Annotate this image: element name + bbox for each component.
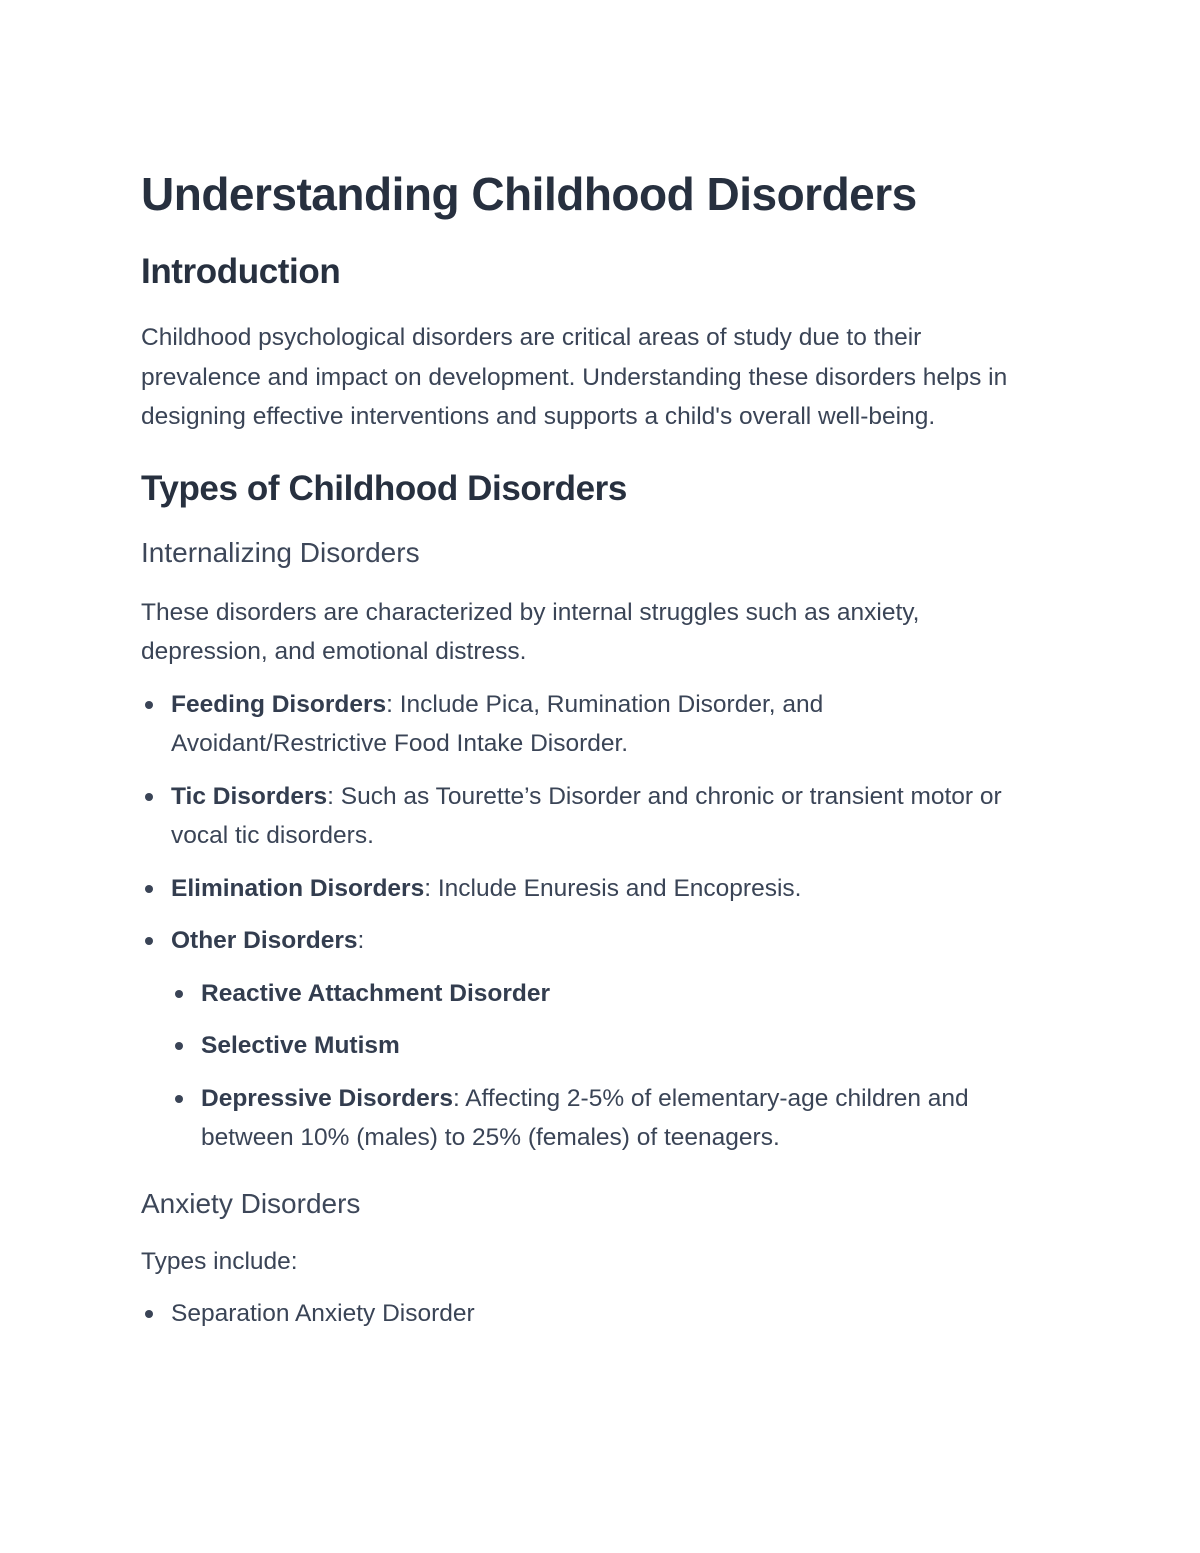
sublist-item-term: Selective Mutism [201,1032,400,1059]
sublist-item-term: Reactive Attachment Disorder [201,979,551,1007]
sublist-item-text: : Affecting 2-5% of elementary-age children and between 10% (males) to 25% (females) of teenagers. [201,1084,969,1151]
anxiety-heading: Anxiety Disorders [141,1187,361,1219]
internalizing-list [141,685,1041,1158]
list-item: Separation Anxiety Disorder [141,1294,1041,1334]
list-item [141,685,1041,764]
list-item-term: Elimination Disorders [171,874,425,902]
introduction-heading: Introduction [141,252,341,291]
sublist-item [171,1026,1041,1066]
list-item-text: : Include Pica, Rumination Disorder, and Avoidant/Restrictive Food Intake Disorder. [171,690,824,757]
list-item [141,921,1041,1158]
list-item-text: : Such as Tourette’s Disorder and chronic or transient motor or vocal tic disorders. [171,782,1002,849]
list-item-term: Tic Disorders [171,782,328,810]
types-heading: Types of Childhood Disorders [141,468,627,508]
anxiety-list [141,1294,1041,1334]
sublist-item-term: Depressive Disorders [201,1084,453,1112]
document-title: Understanding Childhood Disorders [141,168,917,220]
list-item [141,777,1041,856]
sublist-item [171,1079,1041,1158]
introduction-paragraph: Childhood psychological disorders are critical areas of study due to their prevalence and impact on development. Understanding these disorders helps in designing effective interventions and supports a child's overall well-being. [141,324,1008,430]
internalizing-paragraph: These disorders are characterized by internal struggles such as anxiety, depression, and emotional distress. [141,598,920,665]
list-item-term: Other Disorders [171,927,358,954]
list-item [141,869,1041,909]
list-item-term: Feeding Disorders [171,690,387,718]
list-item-text: : [357,927,365,954]
anxiety-paragraph: Types include: [141,1247,298,1275]
sublist-item [171,974,1041,1014]
internalizing-heading: Internalizing Disorders [141,536,420,568]
other-disorders-sublist [171,974,1041,1158]
list-item-text: : Include Enuresis and Encopresis. [424,874,802,902]
document-page [141,166,1041,1347]
